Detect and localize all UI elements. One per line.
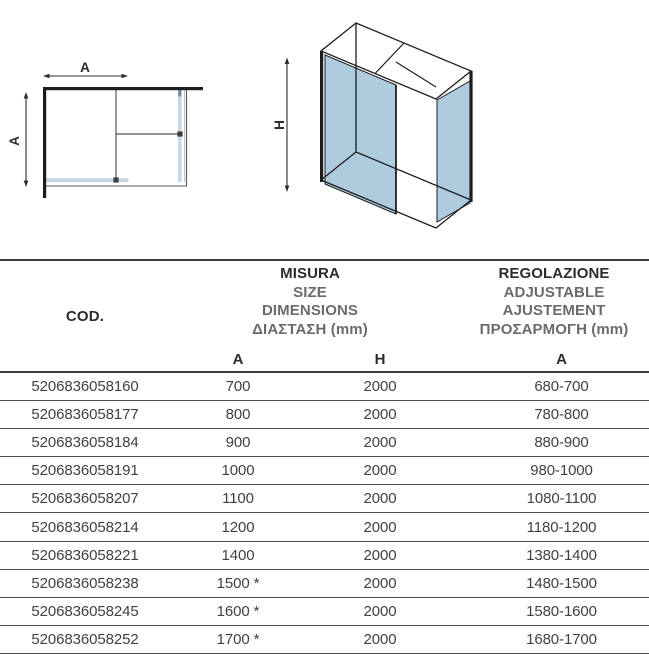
cell-size-h: 2000 — [363, 434, 397, 452]
cell-adjustable-range: 1580-1600 — [526, 602, 597, 620]
cell-size-h: 2000 — [363, 518, 397, 536]
table-rows — [0, 373, 649, 654]
cell-adjustable-range: 1180-1200 — [526, 518, 597, 536]
plan-support-clamp-1 — [113, 177, 118, 182]
plan-wall-left — [43, 87, 46, 198]
cell-adjustable-range: 980-1000 — [530, 462, 593, 480]
cell-size-h: 2000 — [363, 546, 397, 564]
cell-size-a: 1700 * — [216, 630, 260, 648]
table-row — [0, 598, 649, 626]
table-row — [0, 429, 649, 457]
cell-adjustable-range: 680-700 — [534, 378, 589, 396]
cell-adjustable-range: 1380-1400 — [526, 546, 597, 564]
header-line-regolazione: REGOLAZIONE — [498, 265, 610, 282]
spec-table — [0, 259, 649, 654]
col-group-misura — [170, 265, 450, 339]
table-row — [0, 401, 649, 429]
cell-product-code: 5206836058221 — [31, 546, 139, 564]
header-line-adjustable: ADJUSTABLE — [503, 283, 605, 301]
col-header-adjustable-a: A — [556, 351, 567, 368]
cell-adjustable-range: 780-800 — [534, 406, 589, 424]
header-line-misura: MISURA — [280, 265, 340, 282]
cell-size-h: 2000 — [363, 378, 397, 396]
table-row — [0, 485, 649, 513]
header-line-diastasi: ΔΙΑΣΤΑΣΗ (mm) — [252, 320, 368, 338]
cell-product-code: 5206836058184 — [31, 434, 139, 452]
col-header-size-h: H — [374, 351, 386, 368]
table-header — [0, 259, 649, 373]
cell-size-a: 1200 — [221, 518, 255, 536]
cell-adjustable-range: 1480-1500 — [526, 574, 597, 592]
plan-side-glass-clamp — [178, 90, 181, 97]
plan-view-diagram — [7, 60, 203, 198]
cell-size-a: 1600 * — [216, 602, 260, 620]
cell-adjustable-range: 880-900 — [534, 434, 589, 452]
cell-product-code: 5206836058177 — [31, 406, 139, 424]
table-row — [0, 570, 649, 598]
cell-size-h: 2000 — [363, 574, 397, 592]
cell-size-a: 1000 — [221, 462, 255, 480]
cell-product-code: 5206836058191 — [31, 462, 139, 480]
dim-label-depth-a: A — [7, 136, 22, 146]
header-line-size: SIZE — [293, 283, 327, 301]
cell-product-code: 5206836058238 — [31, 574, 139, 592]
cell-product-code: 5206836058160 — [31, 378, 139, 396]
iso-view-diagram — [272, 23, 471, 228]
col-header-size-a: A — [232, 351, 244, 368]
cell-product-code: 5206836058245 — [31, 602, 139, 620]
col-group-regolazione — [454, 265, 649, 339]
cell-size-a: 1100 — [222, 490, 254, 508]
cell-size-a: 700 — [225, 378, 251, 396]
dim-label-height-h: H — [272, 120, 287, 130]
plan-support-clamp-2 — [177, 131, 182, 136]
header-line-dimensions: DIMENSIONS — [261, 302, 358, 319]
iso-side-glass-panel — [437, 81, 470, 222]
cell-size-h: 2000 — [363, 406, 397, 424]
cell-product-code: 5206836058214 — [31, 518, 139, 536]
table-row — [0, 626, 649, 654]
cell-size-a: 1500 * — [216, 574, 260, 592]
cell-adjustable-range: 1680-1700 — [526, 630, 597, 648]
dim-label-width-a: A — [80, 60, 90, 75]
cell-size-a: 900 — [225, 434, 251, 452]
iso-front-glass-panel — [325, 55, 396, 214]
table-row — [0, 373, 649, 401]
table-row — [0, 513, 649, 541]
cell-product-code: 5206836058252 — [31, 630, 139, 648]
plan-depth-dimension-arrow — [24, 92, 29, 187]
cell-adjustable-range: 1080-1100 — [526, 490, 597, 508]
header-line-prosarmogi: ΠΡΟΣΑΡΜΟΓΗ (mm) — [479, 320, 629, 338]
cell-size-h: 2000 — [363, 462, 397, 480]
plan-wall-top — [43, 87, 203, 90]
cell-size-a: 800 — [225, 406, 251, 424]
col-header-cod: COD. — [65, 307, 105, 325]
cell-product-code: 5206836058207 — [31, 490, 139, 508]
technical-diagrams — [0, 0, 649, 259]
cell-size-a: 1400 — [221, 546, 255, 564]
header-line-ajustement: AJUSTEMENT — [502, 302, 606, 319]
cell-size-h: 2000 — [363, 490, 397, 508]
cell-size-h: 2000 — [363, 630, 397, 648]
table-row — [0, 542, 649, 570]
cell-size-h: 2000 — [363, 602, 397, 620]
table-row — [0, 457, 649, 485]
